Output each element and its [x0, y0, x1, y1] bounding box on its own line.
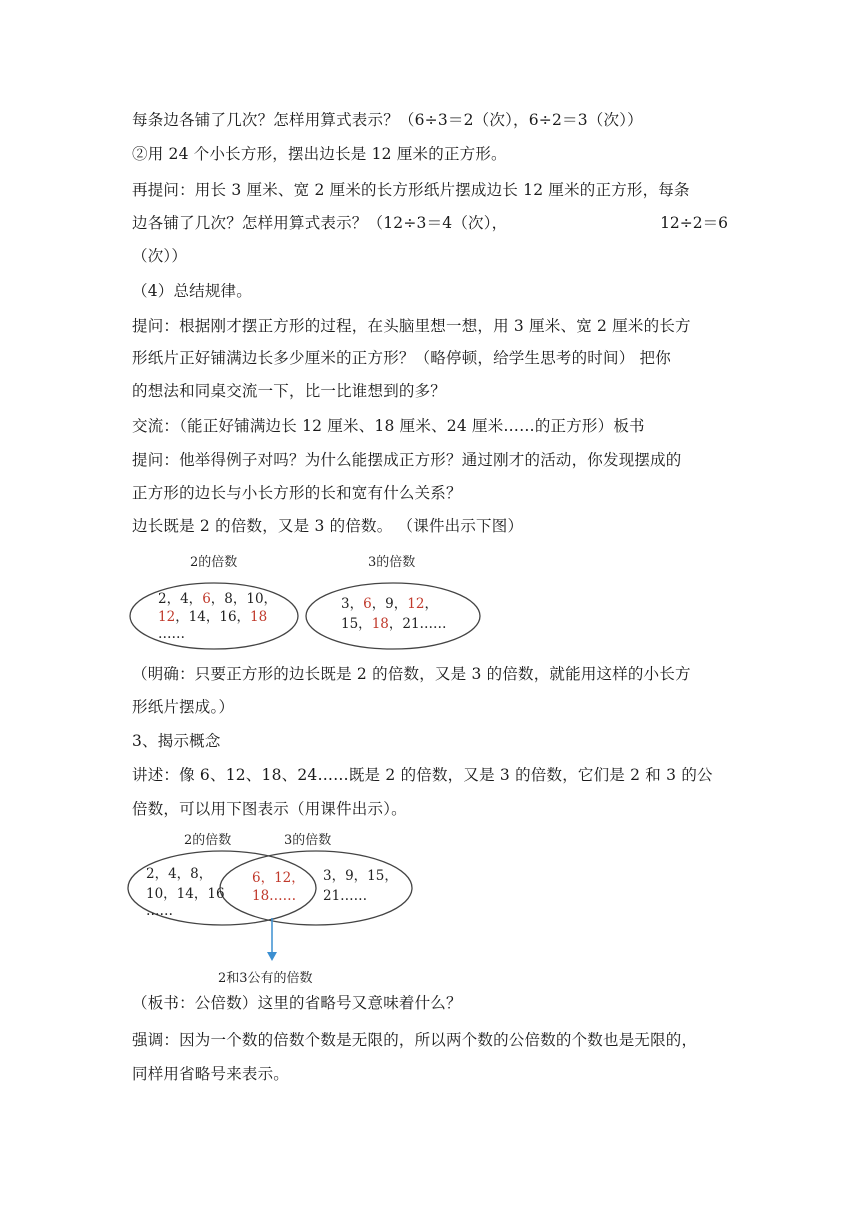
left-row-1: 2，4，6，8，10， — [158, 591, 278, 607]
venn-mid-row-2: 18…… — [252, 888, 297, 904]
right-row-1: 3，6，9，12， — [341, 596, 438, 612]
venn-left-row-1: 2，4，8， — [146, 866, 213, 882]
text-line: 边长既是 2 的倍数，又是 3 的倍数。 （课件出示下图） — [132, 517, 524, 535]
right-row-2: 15，18，21…… — [341, 616, 447, 632]
text-line: 正方形的边长与小长方形的长和宽有什么关系？ — [132, 484, 462, 502]
venn-mid-row-1: 6，12， — [252, 870, 305, 886]
text-line: 形纸片正好铺满边长多少厘米的正方形？（略停顿，给学生思考的时间） 把你 — [132, 349, 671, 367]
text-line: 提问：根据刚才摆正方形的过程，在头脑里想一想，用 3 厘米、宽 2 厘米的长方 — [132, 317, 691, 335]
text-line: 提问：他举得例子对吗？为什么能摆成正方形？通过刚才的活动，你发现摆成的 — [132, 451, 682, 469]
venn-left-row-2: 10，14，16 — [146, 886, 225, 902]
left-row-3: …… — [158, 626, 185, 642]
text-line: （板书：公倍数）这里的省略号又意味着什么？ — [132, 994, 462, 1012]
text-line: （明确：只要正方形的边长既是 2 的倍数，又是 3 的倍数，就能用这样的小长方 — [132, 665, 691, 683]
section-heading: （4）总结规律。 — [132, 282, 252, 300]
text-line-right: 12÷2＝6 — [660, 214, 728, 232]
text-line: （次）） — [132, 247, 188, 265]
venn-label-left: 2的倍数 — [184, 833, 232, 848]
section-heading: 3、揭示概念 — [132, 732, 221, 750]
text-line: ②用 24 个小长方形，摆出边长是 12 厘米的正方形。 — [132, 145, 507, 163]
text-line: 倍数，可以用下图表示（用课件出示）。 — [132, 800, 407, 818]
venn-label-right: 3的倍数 — [284, 833, 332, 848]
text-line: 强调：因为一个数的倍数个数是无限的，所以两个数的公倍数的个数也是无限的， — [132, 1031, 698, 1049]
text-line: 形纸片摆成。） — [132, 698, 235, 716]
venn-caption: 2和3公有的倍数 — [218, 971, 313, 986]
text-line: 同样用省略号来表示。 — [132, 1065, 290, 1083]
text-line: 的想法和同桌交流一下，比一比谁想到的多？ — [132, 382, 447, 400]
multiples-figure — [128, 546, 488, 652]
venn-right-row-1: 3，9，15， — [323, 868, 398, 884]
venn-left-row-3: …… — [146, 903, 173, 919]
text-line: 边各铺了几次？怎样用算式表示？（12÷3＝4（次）， — [132, 214, 508, 232]
text-line: 再提问：用长 3 厘米、宽 2 厘米的长方形纸片摆成边长 12 厘米的正方形，每条 — [132, 181, 690, 199]
figure-label-right: 3的倍数 — [368, 555, 416, 570]
text-line: 每条边各铺了几次？怎样用算式表示？（6÷3＝2（次），6÷2＝3（次）） — [132, 111, 643, 129]
figure-label-left: 2的倍数 — [190, 555, 238, 570]
arrow-down-icon — [267, 952, 277, 961]
text-line: 讲述：像 6、12、18、24……既是 2 的倍数，又是 3 的倍数，它们是 2 和 3 的公 — [132, 766, 713, 784]
text-line: 交流：（能正好铺满边长 12 厘米、18 厘米、24 厘米……的正方形）板书 — [132, 417, 645, 435]
venn-diagram — [126, 826, 422, 988]
left-row-2: 12，14，16，18 — [158, 609, 268, 625]
venn-right-row-2: 21…… — [323, 888, 368, 904]
